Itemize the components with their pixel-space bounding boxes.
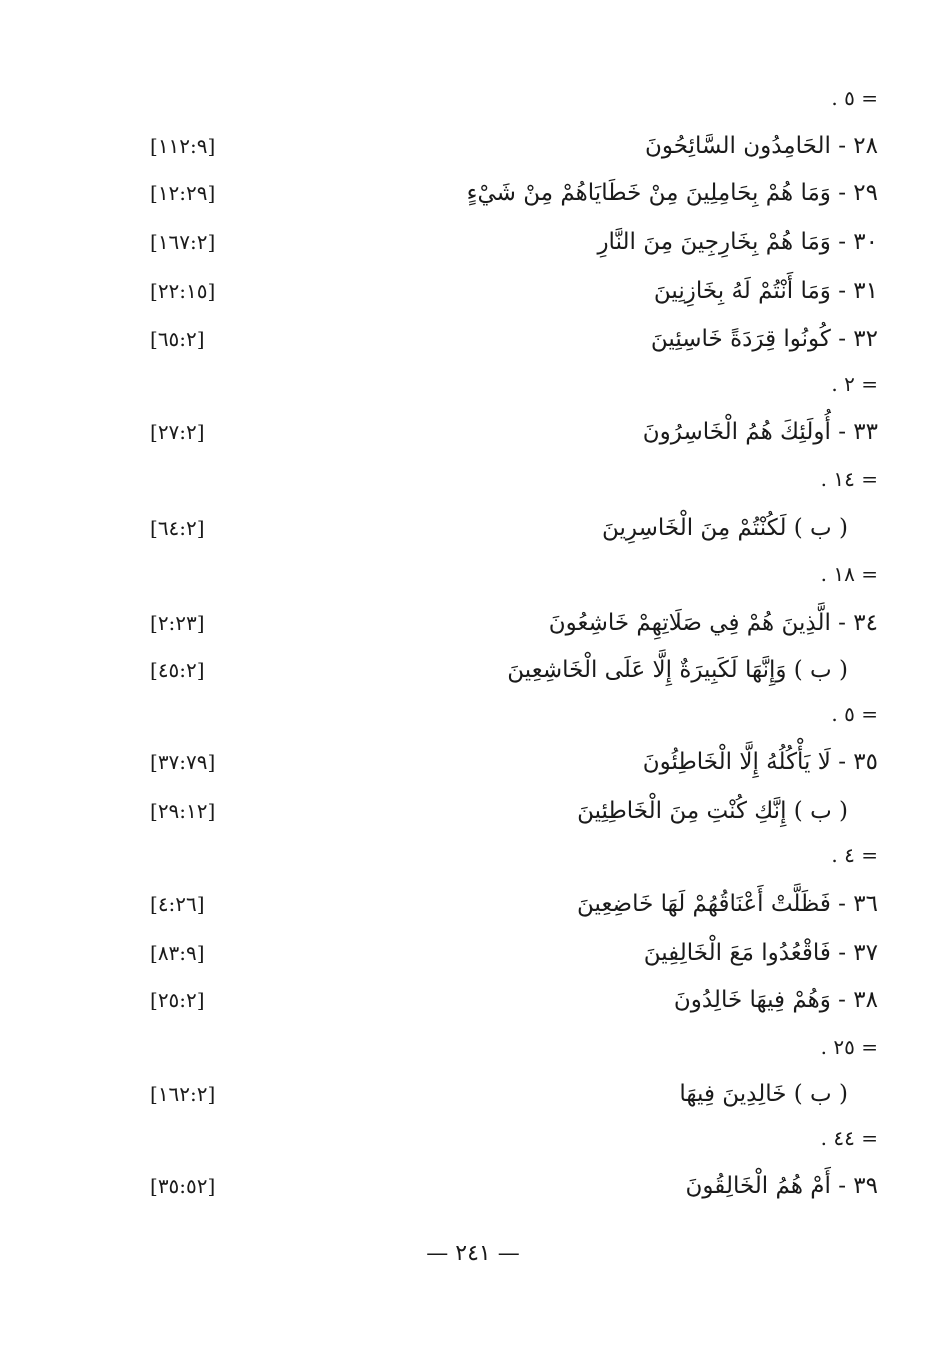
verse-reference: [١٦٢:٢] <box>150 1082 216 1106</box>
verse-reference: [٢٥:٢] <box>150 988 205 1012</box>
verse-reference: [٢٢:١٥] <box>150 279 216 303</box>
verse-text: ( ب ) لَكُنْتُمْ مِنَ الْخَاسِرِينَ <box>601 515 848 541</box>
verse-text: ( ب ) وَإِنَّهَا لَكَبِيرَةٌ إِلَّا عَلَى الْخَاشِعِينَ <box>507 657 848 683</box>
entry-line <box>150 173 878 213</box>
entry-line <box>150 884 878 924</box>
verse-text: ( ب ) إِنَّكِ كُنْتِ مِنَ الْخَاطِئِينَ <box>577 798 848 824</box>
page-number: — ٢٤١ — <box>426 1241 520 1266</box>
count-line <box>150 78 878 118</box>
verse-text: ٣٨ - وَهُمْ فِيهَا خَالِدُونَ <box>673 987 878 1013</box>
verse-reference: [٦٤:٢] <box>150 516 205 540</box>
verse-reference: [٤٥:٢] <box>150 658 205 682</box>
sub-entry-line <box>150 791 878 831</box>
verse-text: ٣٦ - فَظَلَّتْ أَعْنَاقُهُمْ لَهَا خَاضِعِينَ <box>577 891 878 917</box>
verse-reference: [٢:٢٣] <box>150 611 205 635</box>
verse-reference: [٨٣:٩] <box>150 941 205 965</box>
verse-text: ٣٤ - الَّذِينَ هُمْ فِي صَلَاتِهِمْ خَاشِعُونَ <box>548 610 878 636</box>
verse-reference: [٢٧:٢] <box>150 420 205 444</box>
entry-line <box>150 222 878 262</box>
entry-line <box>150 319 878 359</box>
verse-text: ٣٩ - أَمْ هُمُ الْخَالِقُونَ <box>685 1173 878 1199</box>
count-text: = ٥ . <box>831 702 878 726</box>
count-text: = ٤٤ . <box>820 1126 878 1150</box>
entry-line <box>150 603 878 643</box>
verse-text: ٣١ - وَمَا أَنْتُمْ لَهُ بِخَازِنِينَ <box>653 278 878 304</box>
entry-line <box>150 126 878 166</box>
verse-text: ( ب ) خَالِدِينَ فِيهَا <box>679 1081 848 1107</box>
count-text: = ١٤ . <box>820 467 878 491</box>
sub-entry-line <box>150 1074 878 1114</box>
verse-reference: [٣٧:٧٩] <box>150 750 216 774</box>
count-line <box>150 364 878 404</box>
verse-text: ٣٣ - أُولَئِكَ هُمُ الْخَاسِرُونَ <box>642 419 878 445</box>
verse-text: ٢٩ - وَمَا هُمْ بِحَامِلِينَ مِنْ خَطَايَاهُمْ مِنْ شَيْءٍ <box>466 180 878 206</box>
count-line <box>150 459 878 499</box>
entry-line <box>150 980 878 1020</box>
count-text: = ١٨ . <box>820 562 878 586</box>
count-text: = ٢٥ . <box>820 1035 878 1059</box>
verse-reference: [٦٥:٢] <box>150 327 205 351</box>
count-text: = ٢ . <box>831 372 878 396</box>
sub-entry-line <box>150 508 878 548</box>
verse-reference: [٤:٢٦] <box>150 892 205 916</box>
entry-line <box>150 1166 878 1206</box>
count-line <box>150 694 878 734</box>
count-text: = ٤ . <box>831 843 878 867</box>
count-line <box>150 1027 878 1067</box>
verse-reference: [١٦٧:٢] <box>150 230 216 254</box>
count-line <box>150 554 878 594</box>
verse-text: ٢٨ - الحَامِدُون السَّائِحُونَ <box>644 133 878 159</box>
verse-text: ٣٥ - لَا يَأْكُلُهُ إِلَّا الْخَاطِئُونَ <box>642 749 878 775</box>
verse-text: ٣٠ - وَمَا هُمْ بِخَارِجِينَ مِنَ النَّارِ <box>597 229 878 255</box>
verse-text: ٣٢ - كُونُوا قِرَدَةً خَاسِئِينَ <box>650 326 878 352</box>
verse-reference: [٢٩:١٢] <box>150 799 216 823</box>
verse-reference: [٣٥:٥٢] <box>150 1174 216 1198</box>
count-line <box>150 835 878 875</box>
verse-reference: [١٢:٢٩] <box>150 181 216 205</box>
count-line <box>150 1118 878 1158</box>
count-text: = ٥ . <box>831 86 878 110</box>
entry-line <box>150 933 878 973</box>
sub-entry-line <box>150 650 878 690</box>
verse-text: ٣٧ - فَاقْعُدُوا مَعَ الْخَالِفِينَ <box>643 940 878 966</box>
entry-line <box>150 412 878 452</box>
verse-reference: [١١٢:٩] <box>150 134 216 158</box>
entry-line <box>150 742 878 782</box>
entry-line <box>150 271 878 311</box>
